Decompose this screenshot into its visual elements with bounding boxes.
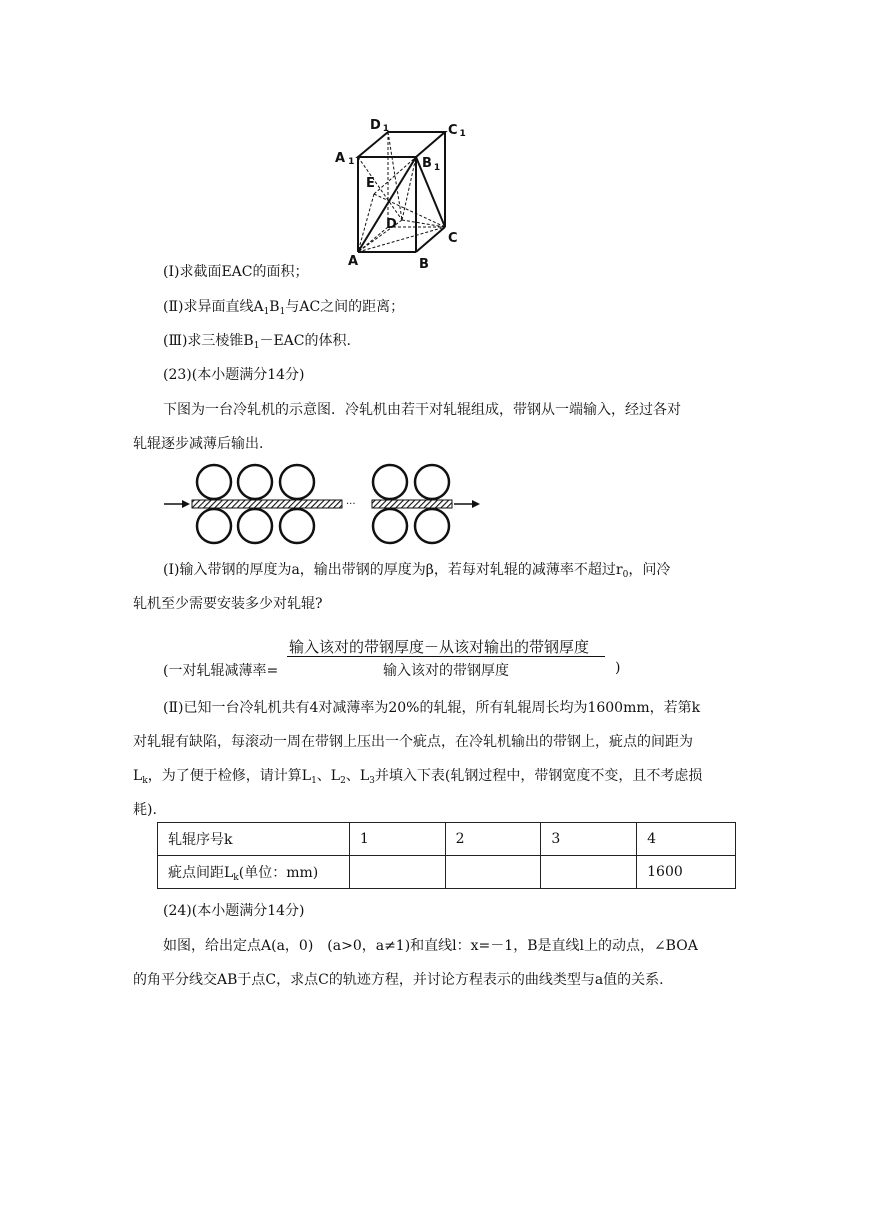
q22-part2: (Ⅱ)求异面直线$A_1B_1$与AC之间的距离； — [163, 299, 405, 317]
q24-line1: 如图，给出定点A(a，0) (a>0，a≠1)和直线l：x=－1，B是直线l上的动点，∠BOA — [163, 938, 698, 954]
label-C1: C 1 — [448, 123, 466, 139]
q23-intro-line1: 下图为一台冷轧机的示意图．冷轧机由若干对轧辊组成，带钢从一端输入，经过各对 — [163, 402, 681, 418]
label-D1: D 1 — [370, 118, 390, 134]
table-cell — [349, 856, 445, 889]
q23-heading: (23)(本小题满分14分) — [163, 367, 305, 383]
formula-numerator: 输入该对的带钢厚度－从该对输出的带钢厚度 — [289, 638, 590, 656]
table-cell: 1 — [349, 823, 445, 856]
strip-left — [192, 500, 342, 508]
prism-solid-edges — [358, 132, 445, 252]
ellipsis: ··· — [346, 499, 356, 510]
table-cell: 1600 — [637, 856, 736, 889]
q23-part2-line2: 对轧辊有缺陷，每滚动一周在带钢上压出一个疵点，在冷轧机输出的带钢上，疵点的间距为 — [133, 734, 693, 750]
q22-part1: (Ⅰ)求截面EAC的面积； — [163, 264, 309, 280]
table-row — [158, 856, 736, 889]
formula-suffix: ) — [615, 660, 621, 676]
prism-hidden-edges — [358, 132, 445, 252]
label-E: E — [366, 176, 375, 191]
table-cell: 4 — [637, 823, 736, 856]
table-cell — [541, 856, 637, 889]
fraction-bar — [287, 656, 605, 657]
label-C: C — [448, 231, 458, 246]
q23-part2-line4: 耗). — [133, 802, 157, 818]
formula-denominator: 输入该对的带钢厚度 — [383, 663, 509, 679]
q22-part3: (Ⅲ)求三棱锥$B_1-EAC$的体积. — [163, 333, 351, 351]
table-cell: 轧辊序号k — [158, 823, 350, 856]
q24-heading: (24)(本小题满分14分) — [163, 903, 305, 919]
label-A: A — [348, 254, 359, 269]
table-cell: 3 — [541, 823, 637, 856]
rollers-figure — [160, 460, 485, 548]
q23-part1-line1: (Ⅰ)输入带钢的厚度为a，输出带钢的厚度为β，若每对轧辊的减薄率不超过$r_0$，问冷 — [163, 562, 671, 580]
q24-line2: 的角平分线交AB于点C，求点C的轨迹方程，并讨论方程表示的曲线类型与a值的关系. — [133, 972, 664, 988]
input-arrow — [164, 500, 190, 508]
output-arrow — [454, 500, 480, 508]
table-row — [158, 823, 736, 856]
table-cell: 2 — [445, 823, 541, 856]
defect-table — [157, 822, 736, 889]
q23-part1-line2: 轧机至少需要安装多少对轧辊? — [133, 596, 323, 612]
strip-right — [372, 500, 452, 508]
prism-figure — [330, 110, 470, 275]
label-B1: B $_1$ — [422, 156, 441, 173]
label-A1: A 1 — [335, 151, 355, 167]
q23-part2-line3: $L_k$，为了便于检修，请计算$L_1$、$L_2$、$L_3$并填入下表(轧钢过程中，带钢宽度不变，且不考虑损 — [133, 768, 703, 786]
table-cell — [445, 856, 541, 889]
label-D: D — [386, 217, 397, 232]
q23-part2-line1: (Ⅱ)已知一台冷轧机共有4对减薄率为20%的轧辊，所有轧辊周长均为1600mm，若第k — [163, 700, 701, 716]
formula-prefix: (一对轧辊减薄率= — [163, 663, 279, 679]
q23-intro-line2: 轧辊逐步减薄后输出. — [133, 436, 264, 452]
table-cell: 疵点间距$L_k$(单位：mm) — [158, 856, 350, 889]
label-B: B — [419, 257, 429, 272]
